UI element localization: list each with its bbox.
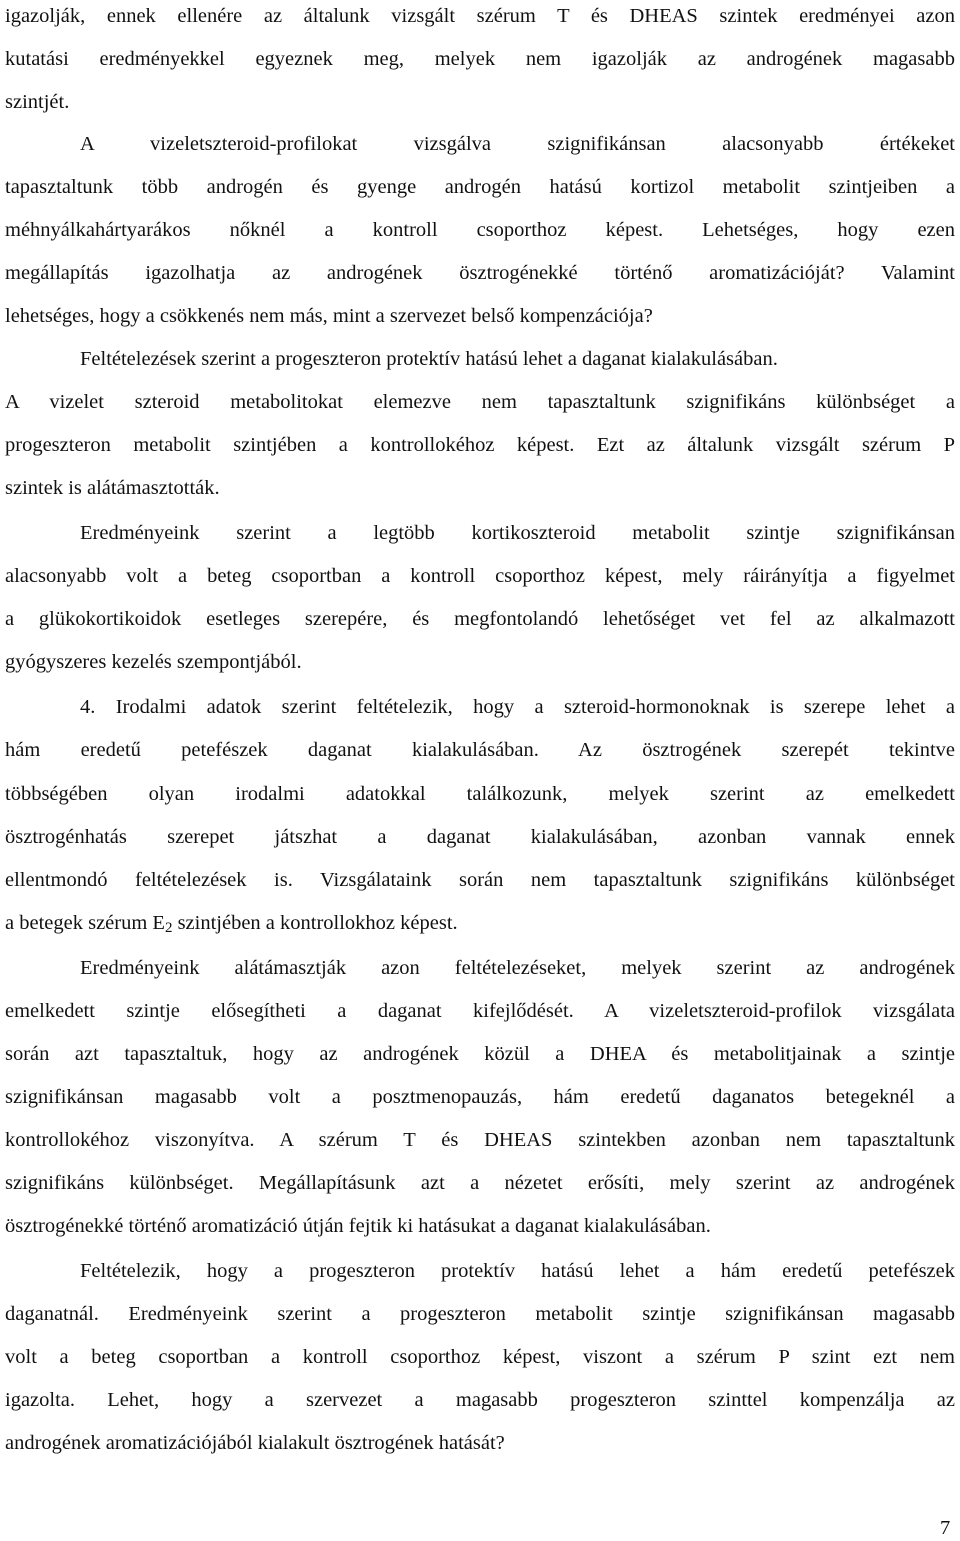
text-line: során azt tapasztaltuk, hogy az androgének közül a DHEA és metabolitjainak a szintje [5, 1043, 955, 1065]
text-line: szignifikánsan magasabb volt a posztmenopauzás, hám eredetű daganatos betegeknél a [5, 1086, 955, 1108]
text-line: Eredményeink szerint a legtöbb kortikoszteroid metabolit szintje szignifikánsan [80, 522, 955, 544]
text-line: A vizelet szteroid metabolitokat elemezve nem tapasztaltunk szignifikáns különbséget a [5, 391, 955, 413]
text-line: szignifikáns különbséget. Megállapításunk azt a nézetet erősíti, mely szerint az androgének [5, 1172, 955, 1194]
text-line: szintjét. [5, 91, 70, 113]
page-number: 7 [940, 1517, 951, 1539]
text-line: megállapítás igazolhatja az androgének ösztrogénekké történő aromatizációját? Valamint [5, 262, 955, 284]
text-fragment: a betegek szérum E [5, 912, 165, 934]
text-line: lehetséges, hogy a csökkenés nem más, mint a szervezet belső kompenzációja? [5, 305, 653, 327]
text-line: igazolják, ennek ellenére az általunk vizsgált szérum T és DHEAS szintek eredményei azon [5, 5, 955, 27]
text-line: gyógyszeres kezelés szempontjából. [5, 651, 302, 673]
text-line [5, 910, 955, 936]
text-line: daganatnál. Eredményeink szerint a progeszteron metabolit szintje szignifikánsan magasabb [5, 1303, 955, 1325]
text-line: A vizeletszteroid-profilokat vizsgálva szignifikánsan alacsonyabb értékeket [80, 133, 955, 155]
text-line: tapasztaltunk több androgén és gyenge androgén hatású kortizol metabolit szintjeiben a [5, 176, 955, 198]
text-line: méhnyálkahártyarákos nőknél a kontroll csoporthoz képest. Lehetséges, hogy ezen [5, 219, 955, 241]
text-line: 4. Irodalmi adatok szerint feltételezik, hogy a szteroid-hormonoknak is szerepe lehet a [80, 696, 955, 718]
text-line: hám eredetű petefészek daganat kialakulásában. Az ösztrogének szerepét tekintve [5, 739, 955, 761]
text-line: emelkedett szintje elősegítheti a daganat kifejlődését. A vizeletszteroid-profilok vizsgálata [5, 1000, 955, 1022]
text-line: progeszteron metabolit szintjében a kontrollokéhoz képest. Ezt az általunk vizsgált szérum P [5, 434, 955, 456]
text-line: Feltételezések szerint a progeszteron protektív hatású lehet a daganat kialakulásában. [80, 348, 778, 370]
subscript: 2 [164, 920, 173, 936]
text-line: volt a beteg csoportban a kontroll csoporthoz képest, viszont a szérum P szint ezt nem [5, 1346, 955, 1368]
text-line: Eredményeink alátámasztják azon feltételezéseket, melyek szerint az androgének [80, 957, 955, 979]
text-line: szintek is alátámasztották. [5, 477, 220, 499]
text-line: alacsonyabb volt a beteg csoportban a kontroll csoporthoz képest, mely ráirányítja a figyelmet [5, 565, 955, 587]
text-line: kontrollokéhoz viszonyítva. A szérum T és DHEAS szintekben azonban nem tapasztaltunk [5, 1129, 955, 1151]
text-line: androgének aromatizációjából kialakult ösztrogének hatását? [5, 1432, 505, 1454]
text-line: igazolta. Lehet, hogy a szervezet a magasabb progeszteron szinttel kompenzálja az [5, 1389, 955, 1411]
text-line: ösztrogénekké történő aromatizáció útján fejtik ki hatásukat a daganat kialakulásában. [5, 1215, 711, 1237]
text-line: ellentmondó feltételezések is. Vizsgálataink során nem tapasztaltunk szignifikáns különbséget [5, 869, 955, 891]
text-line: többségében olyan irodalmi adatokkal találkozunk, melyek szerint az emelkedett [5, 783, 955, 805]
text-line: ösztrogénhatás szerepet játszhat a daganat kialakulásában, azonban vannak ennek [5, 826, 955, 848]
text-fragment: szintjében a kontrollokhoz képest. [172, 912, 458, 934]
text-line: Feltételezik, hogy a progeszteron protektív hatású lehet a hám eredetű petefészek [80, 1260, 955, 1282]
text-line: a glükokortikoidok esetleges szerepére, és megfontolandó lehetőséget vet fel az alkalmazott [5, 608, 955, 630]
text-line: kutatási eredményekkel egyeznek meg, melyek nem igazolják az androgének magasabb [5, 48, 955, 70]
